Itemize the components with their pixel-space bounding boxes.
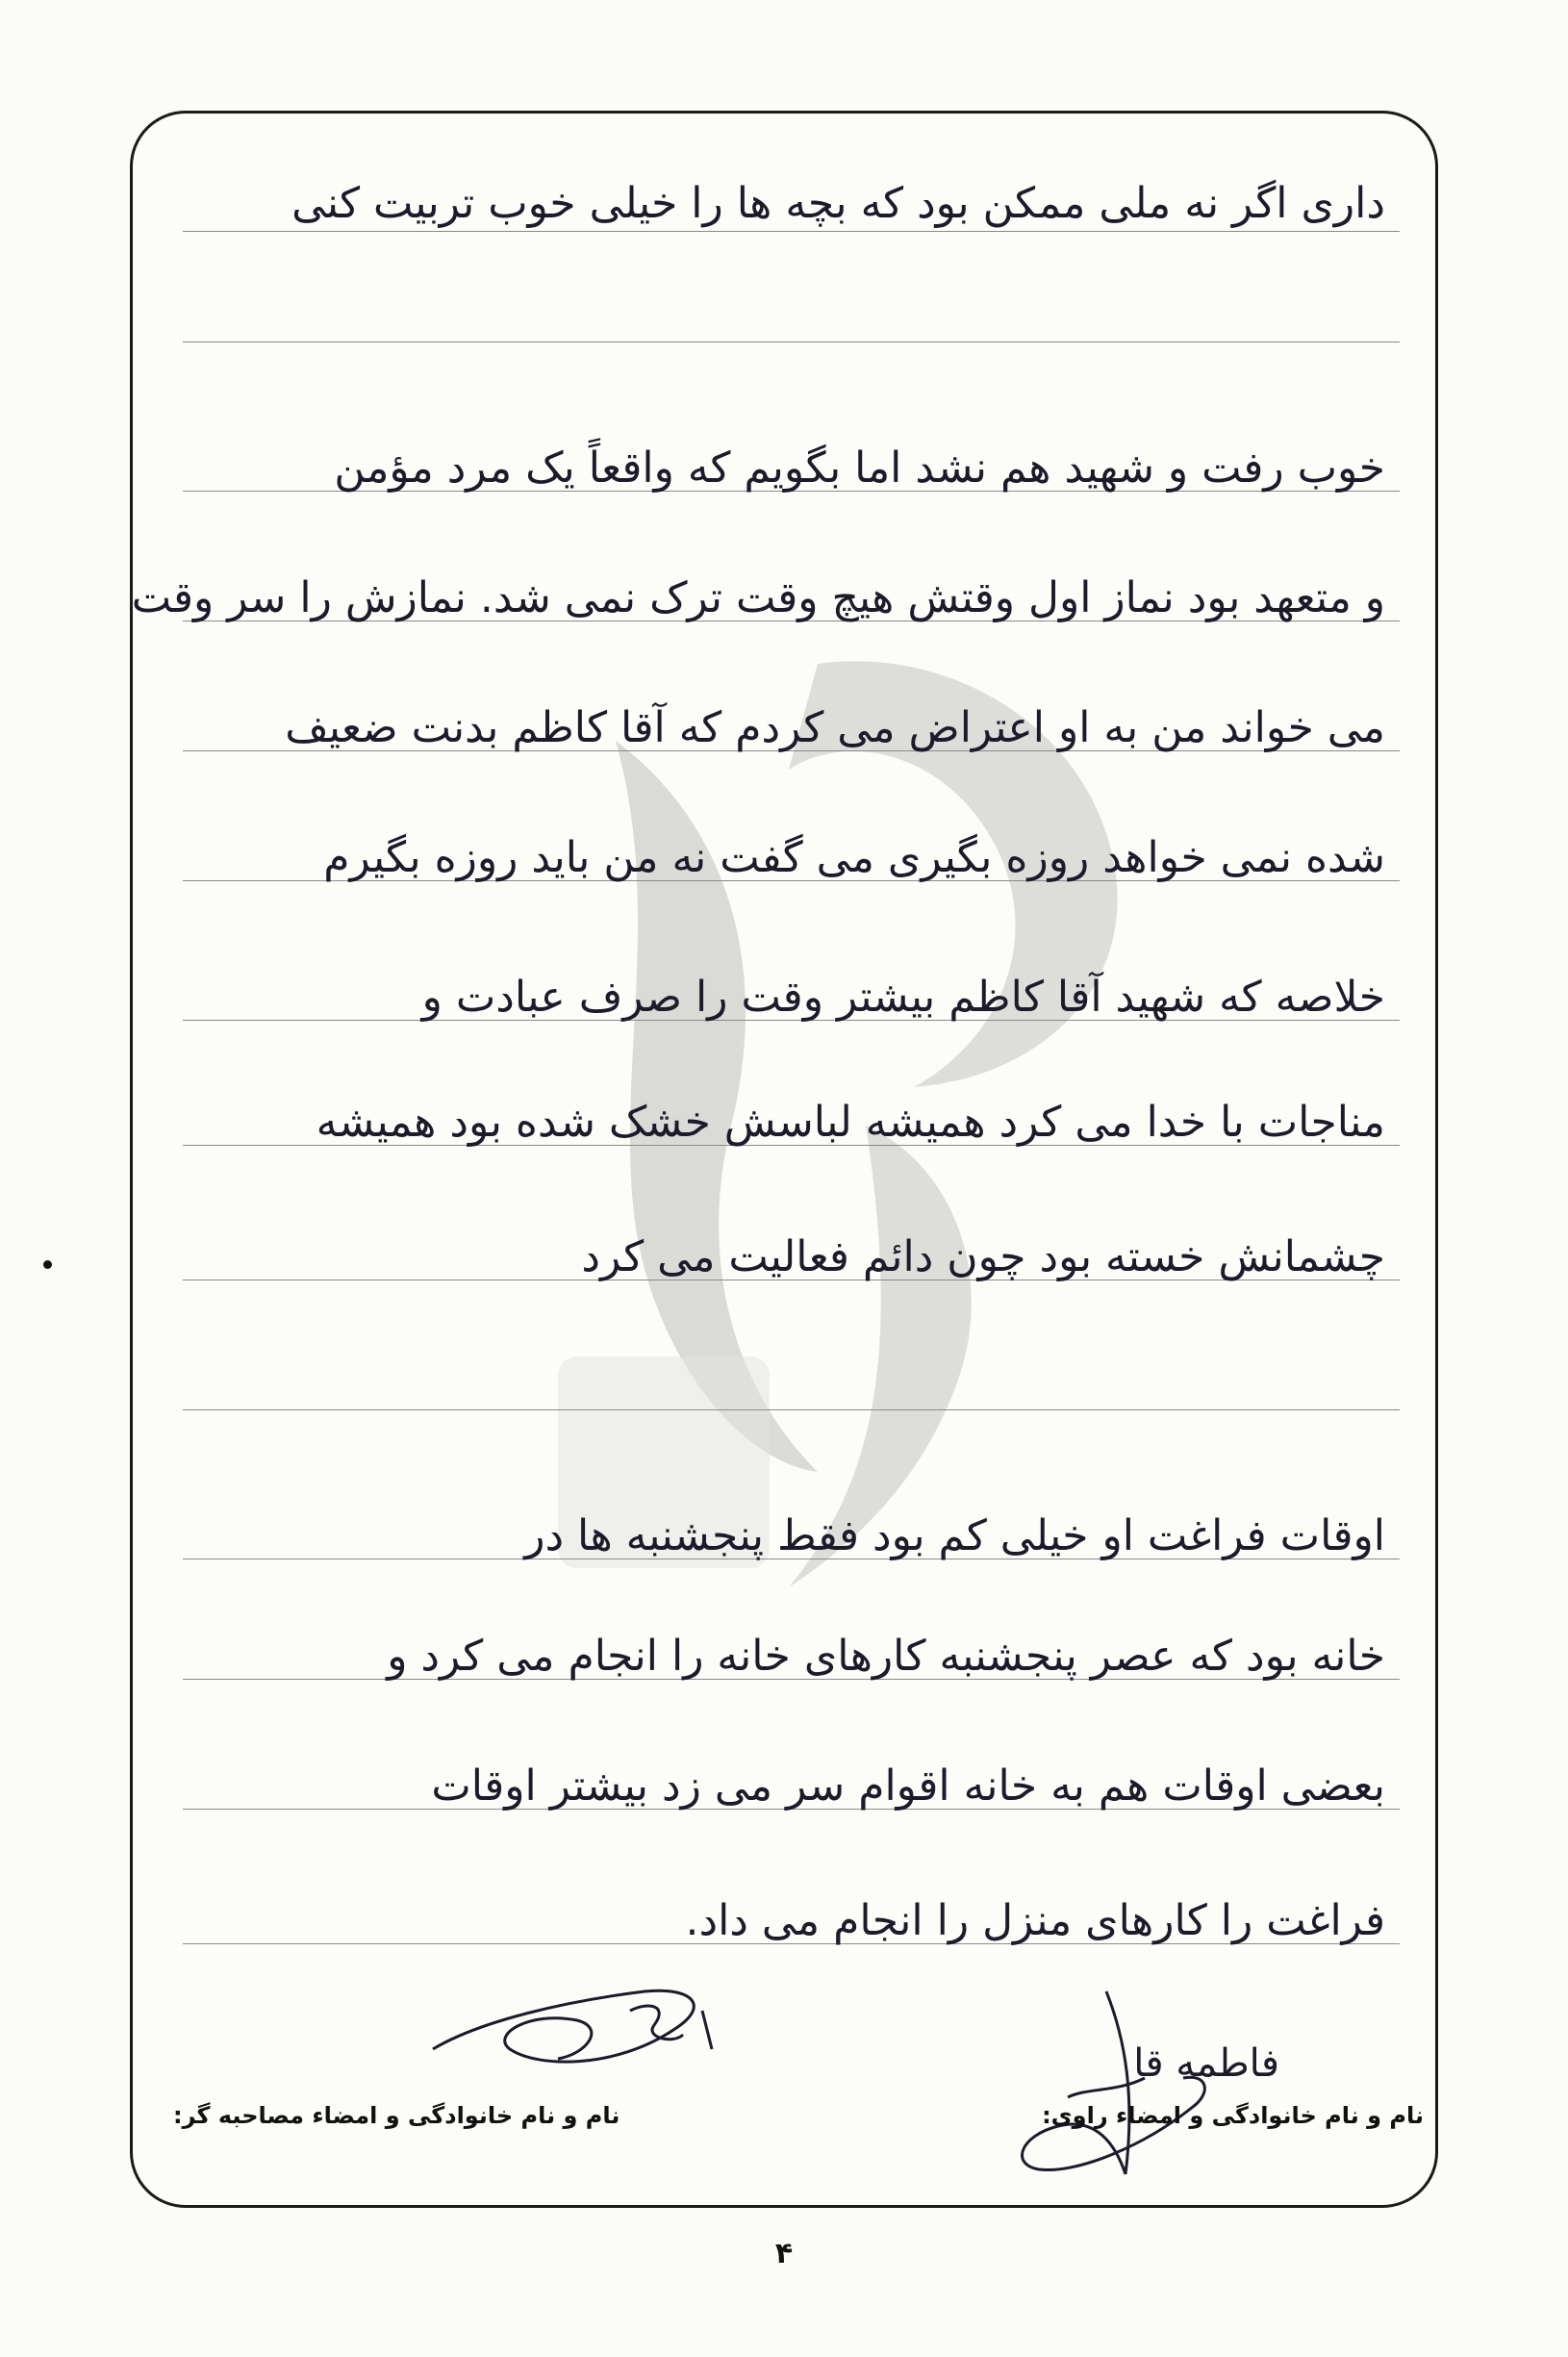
handwritten-line: داری اگر نه ملی ممکن بود که بچه ها را خیلی خوب تربیت کنی	[291, 179, 1385, 228]
handwritten-line: شده نمی خواهد روزه بگیری می گفت نه من باید روزه بگیرم	[323, 833, 1385, 882]
handwritten-line: خوب رفت و شهید هم نشد اما بگویم که واقعاً یک مرد مؤمن	[334, 444, 1385, 493]
ruled-line	[183, 1409, 1400, 1410]
handwritten-line: اوقات فراغت او خیلی کم بود فقط پنجشنبه ها در	[524, 1511, 1385, 1560]
handwritten-line: مناجات با خدا می کرد همیشه لباسش خشک شده بود همیشه	[316, 1098, 1385, 1147]
interviewer-signature-label: نام و نام خانوادگی و امضاء مصاحبه گر:	[173, 2102, 620, 2129]
handwritten-line: فراغت را کارهای منزل را انجام می داد.	[685, 1896, 1385, 1945]
page-number: ۴	[774, 2237, 794, 2270]
ruled-line	[183, 231, 1400, 232]
narrator-signature-name: فاطمه قا	[1133, 2041, 1279, 2086]
handwritten-line: بعضی اوقات هم به خانه اقوام سر می زد بیشتر اوقات	[431, 1761, 1385, 1811]
narrator-signature	[1000, 1982, 1231, 2193]
handwritten-line: می خواند من به او اعتراض می کردم که آقا کاظم بدنت ضعیف	[285, 703, 1385, 752]
handwritten-line: چشمانش خسته بود چون دائم فعالیت می کرد	[581, 1232, 1385, 1281]
stray-ink-dot	[43, 1260, 52, 1269]
narrator-signature-label: نام و نام خانوادگی و امضاء راوی:	[1042, 2102, 1424, 2129]
handwritten-line: خلاصه که شهید آقا کاظم بیشتر وقت را صرف عبادت و	[421, 973, 1385, 1022]
handwritten-line: خانه بود که عصر پنجشنبه کارهای خانه را انجام می کرد و	[387, 1632, 1385, 1681]
handwritten-line: و متعهد بود نماز اول وقتش هیچ وقت ترک نمی شد. نمازش را سر وقت	[131, 573, 1385, 622]
interviewer-signature	[423, 1953, 741, 2097]
